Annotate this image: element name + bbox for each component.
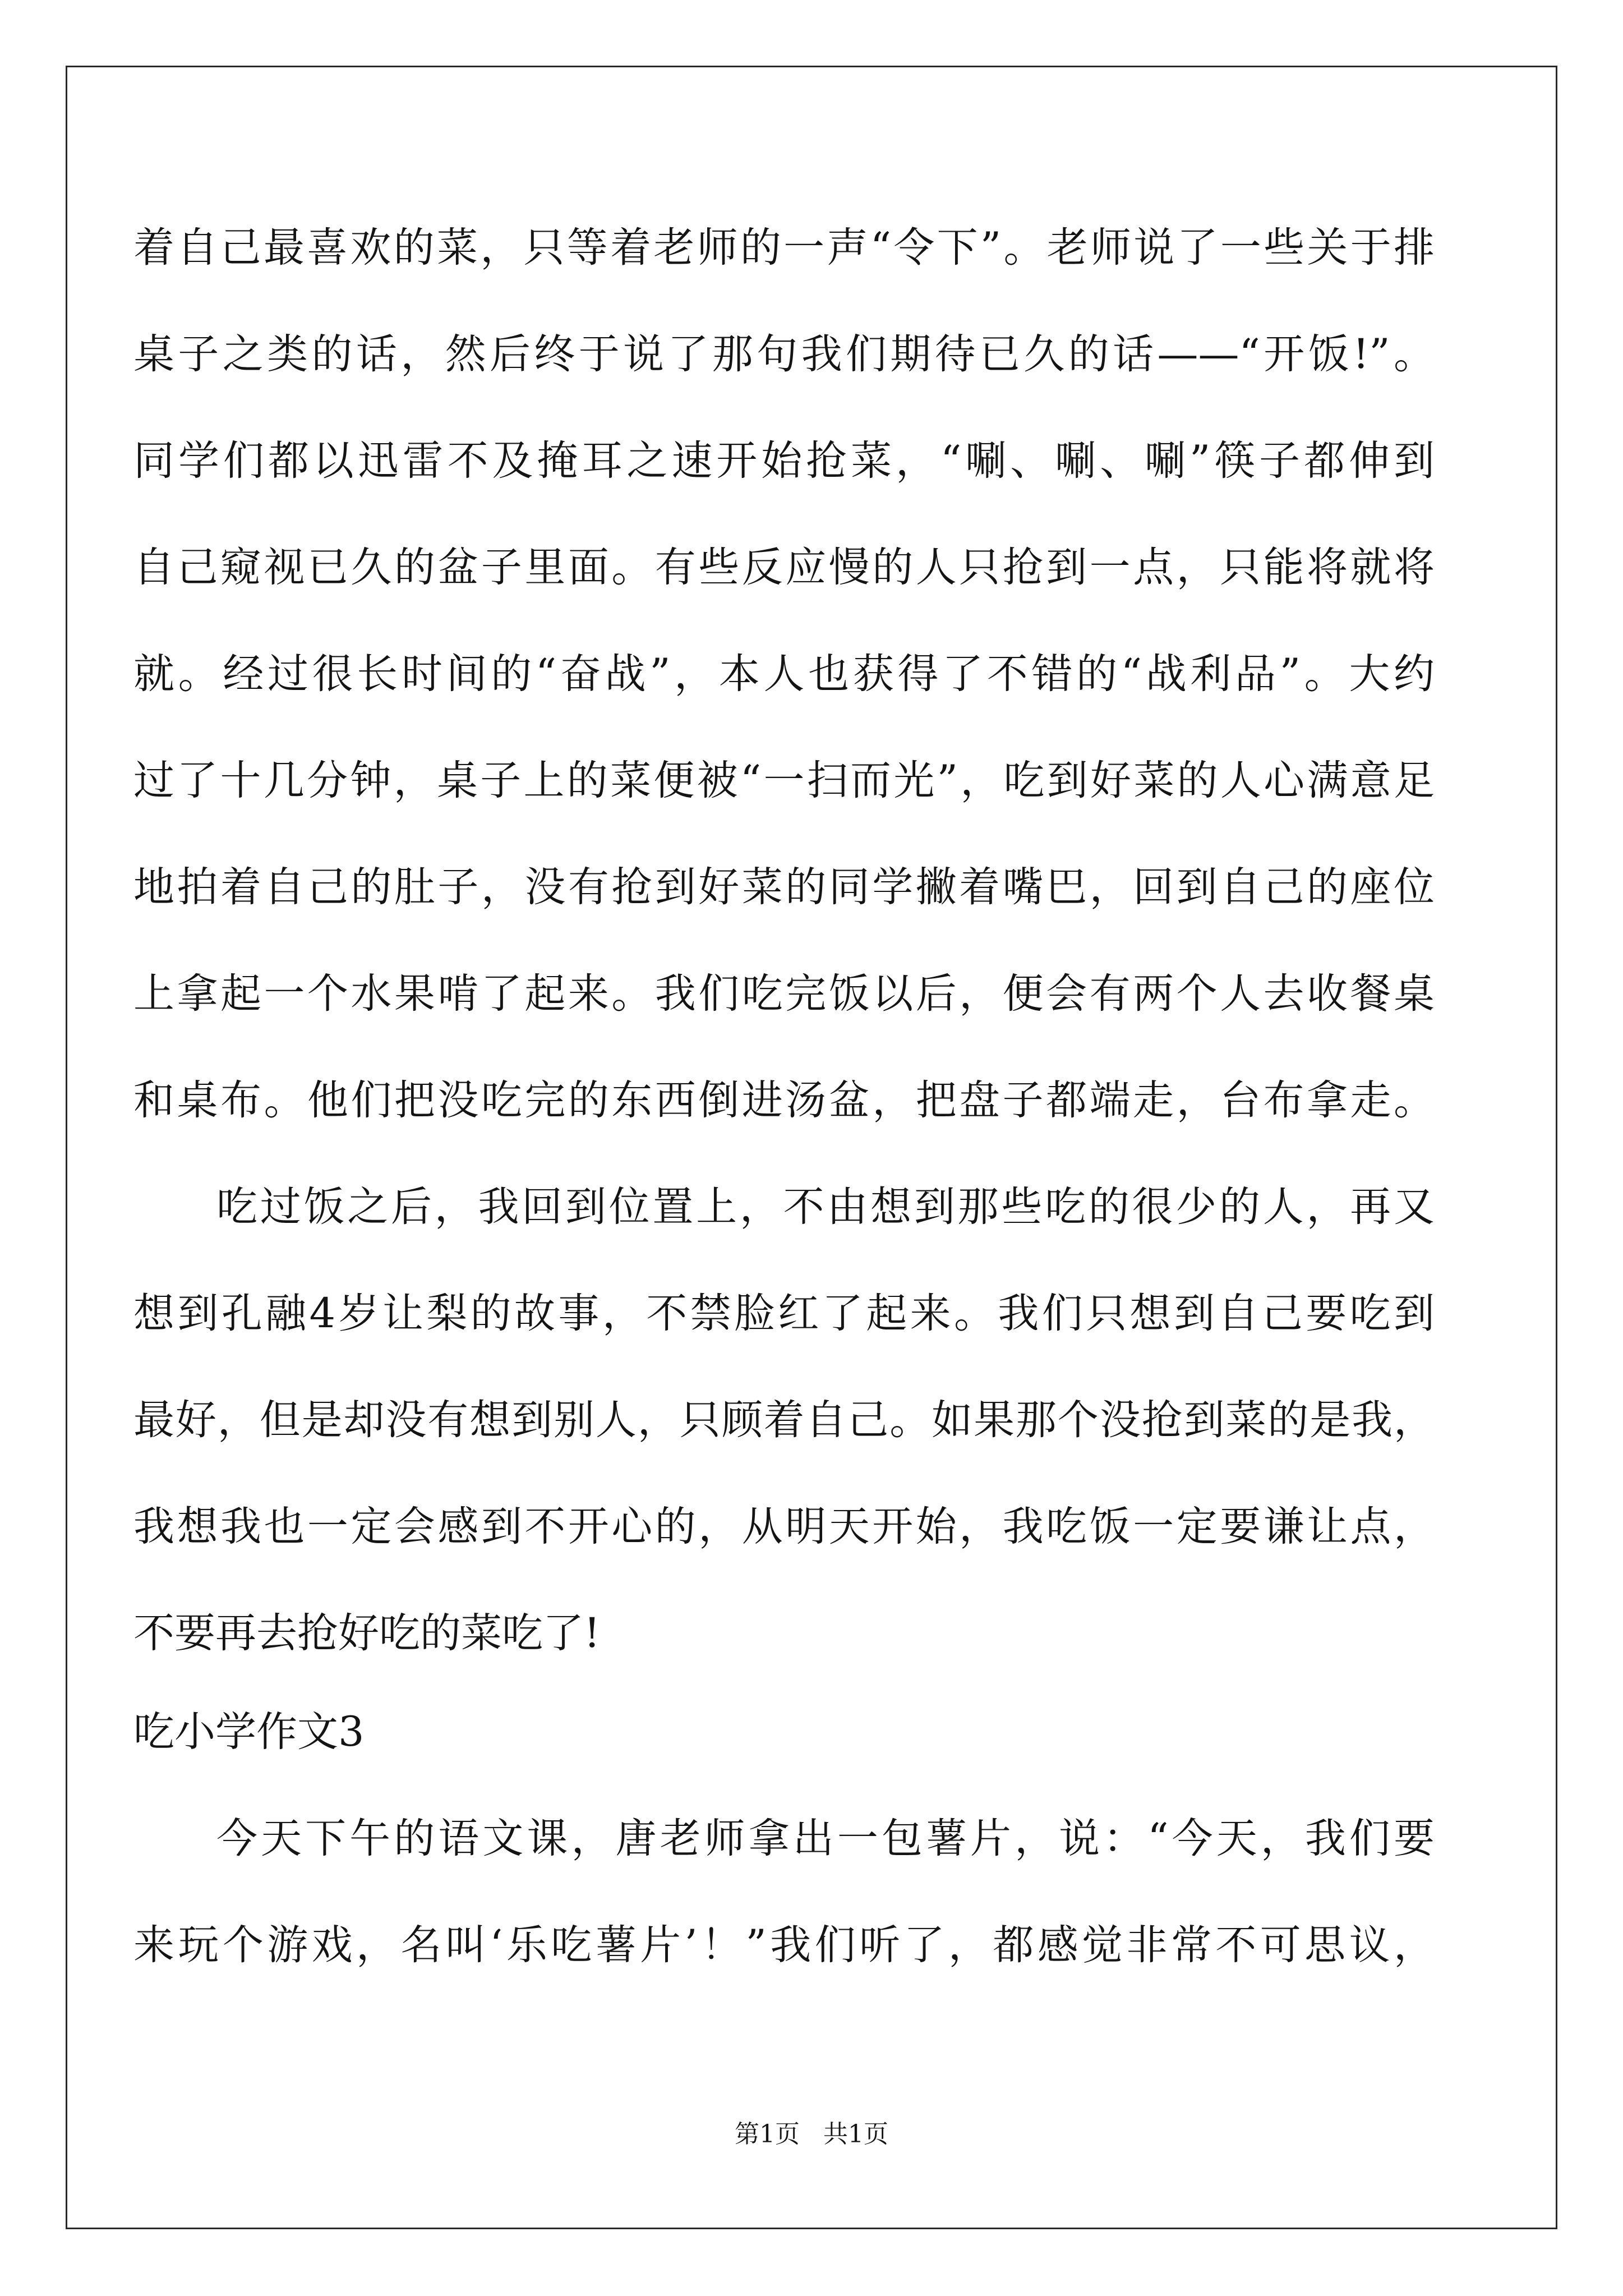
paragraph-1-line-6: 过了十几分钟，桌子上的菜便被“一扫而光”，吃到好菜的人心满意足	[133, 757, 1435, 804]
paragraph-2-line-2: 想到孔融4岁让梨的故事，不禁脸红了起来。我们只想到自己要吃到	[133, 1290, 1435, 1337]
paragraph-1-line-8: 上拿起一个水果啃了起来。我们吃完饭以后，便会有两个人去收餐桌	[133, 970, 1435, 1018]
paragraph-2-line-1: 吃过饭之后，我回到位置上，不由想到那些吃的很少的人，再又	[216, 1183, 1435, 1231]
paragraph-2-line-5: 不要再去抢好吃的菜吃了!	[133, 1609, 601, 1657]
paragraph-3-line-1: 今天下午的语文课，唐老师拿出一包薯片，说：“今天，我们要	[216, 1815, 1435, 1862]
paragraph-1-line-2: 桌子之类的话，然后终于说了那句我们期待已久的话——“开饭!”。	[133, 330, 1435, 378]
paragraph-1-line-1: 着自己最喜欢的菜，只等着老师的一声“令下”。老师说了一些关于排	[133, 224, 1435, 272]
page-border	[66, 66, 1557, 2229]
paragraph-1-line-9: 和桌布。他们把没吃完的东西倒进汤盆，把盘子都端走，台布拿走。	[133, 1076, 1435, 1124]
paragraph-2-line-3: 最好，但是却没有想到别人，只顾着自己。如果那个没抢到菜的是我，	[133, 1396, 1435, 1444]
paragraph-1-line-4: 自己窥视已久的盆子里面。有些反应慢的人只抢到一点，只能将就将	[133, 544, 1435, 591]
paragraph-1-line-5: 就。经过很长时间的“奋战”，本人也获得了不错的“战利品”。大约	[133, 650, 1435, 698]
paragraph-3-line-2: 来玩个游戏，名叫‘乐吃薯片’！”我们听了，都感觉非常不可思议，	[133, 1921, 1435, 1969]
page-number-footer: 第1页 共1页	[735, 2120, 888, 2148]
paragraph-1-line-3: 同学们都以迅雷不及掩耳之速开始抢菜，“唰、唰、唰”筷子都伸到	[133, 437, 1435, 485]
paragraph-1-line-7: 地拍着自己的肚子，没有抢到好菜的同学撇着嘴巴，回到自己的座位	[133, 863, 1435, 911]
section-heading: 吃小学作文3	[133, 1708, 365, 1756]
paragraph-2-line-4: 我想我也一定会感到不开心的，从明天开始，我吃饭一定要谦让点，	[133, 1503, 1435, 1550]
